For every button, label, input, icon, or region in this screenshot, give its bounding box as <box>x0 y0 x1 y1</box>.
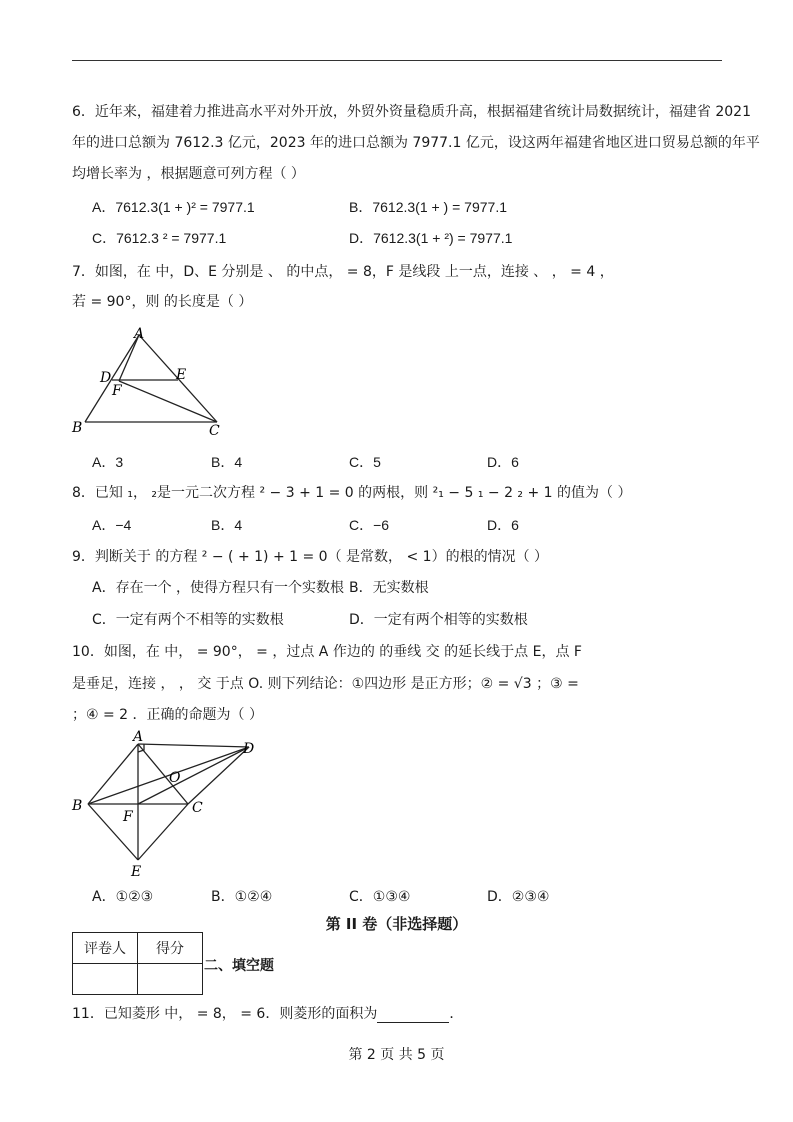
q7-segment-ab <box>85 335 139 422</box>
q10-segment-ce <box>138 804 188 860</box>
q7-label-c: C <box>209 423 220 439</box>
q10-label-c: C <box>192 800 203 816</box>
grader-cell <box>73 964 138 995</box>
q7-option-c: C．5 <box>349 454 381 470</box>
q8-option-c: C．−6 <box>349 517 390 533</box>
q7-label-e: E <box>176 367 187 383</box>
q10-option-d: D．②③④ <box>487 889 550 905</box>
q9-stem: 9．判断关于 的方程 ² − ( + 1) + 1 = 0（ 是常数， < 1）的根的情况（ ） <box>72 549 549 565</box>
q10-label-a: A <box>133 729 144 745</box>
header-rule <box>72 60 722 61</box>
q10-stem-line2: 是垂足，连接 ， ， 交 于点 O. 则下列结论：①四边形 是正方形；② = √3 ；③ = <box>72 676 579 692</box>
q6-option-c: C．7612.3 ² = 7977.1 <box>92 230 227 246</box>
page-footer: 第 2 页 共 5 页 <box>348 1047 445 1063</box>
score-cell <box>138 964 203 995</box>
q10-label-b: B <box>72 798 83 814</box>
q9-option-b: B．无实数根 <box>349 580 429 596</box>
q10-segment-fd <box>138 747 249 804</box>
q10-option-a: A．①②③ <box>92 889 154 905</box>
q11-stem <box>72 1005 463 1023</box>
q7-segment-fc <box>119 381 217 422</box>
q10-square-figure <box>66 730 266 880</box>
q8-option-a: A．−4 <box>92 517 132 533</box>
q11-stem-text: 11．已知菱形 中， = 8， = 6．则菱形的面积为 <box>72 1006 378 1022</box>
q10-segment-ac <box>138 744 188 804</box>
q6-option-d: D．7612.3(1 + ²) = 7977.1 <box>349 230 513 246</box>
q6-option-a: A．7612.3(1 + )² = 7977.1 <box>92 199 255 215</box>
q6-stem-line2: 年的进口总额为 7612.3 亿元，2023 年的进口总额为 7977.1 亿元，设这两年福建省地区进口贸易总额的年平 <box>72 135 760 151</box>
q10-segment-ad <box>138 744 249 747</box>
q10-segment-cd <box>188 747 249 804</box>
q8-stem: 8．已知 ₁， ₂是一元二次方程 ² − 3 + 1 = 0 的两根，则 ²₁ − 5 ₁ − 2 ₂ + 1 的值为（ ） <box>72 485 632 501</box>
q7-option-b: B．4 <box>211 454 243 470</box>
score-label: 得分 <box>138 933 203 964</box>
q6-option-b: B．7612.3(1 + ) = 7977.1 <box>349 199 507 215</box>
q9-option-d: D．一定有两个相等的实数根 <box>349 612 528 628</box>
q6-stem-line3: 均增长率为 ，根据题意可列方程（ ） <box>72 166 305 182</box>
q9-option-a: A．存在一个 ，使得方程只有一个实数根 <box>92 580 345 596</box>
q10-stem-line3: ；④ = 2 ．正确的命题为（ ） <box>72 707 263 723</box>
q11-answer-blank[interactable] <box>377 1008 449 1023</box>
q7-label-d: D <box>100 370 112 386</box>
q10-label-e: E <box>131 864 142 880</box>
grader-table <box>72 932 203 995</box>
q7-triangle-figure <box>68 324 228 439</box>
q7-option-a: A．3 <box>92 454 124 470</box>
q10-stem-line1: 10．如图，在 中， = 90°， = ，过点 A 作边的 的垂线 交 的延长线于点 E，点 F <box>72 644 582 660</box>
q7-stem-line1: 7．如图，在 中，D、E 分别是 、 的中点， = 8，F 是线段 上一点，连接 、 ， = 4 ， <box>72 264 614 280</box>
q10-option-c: C．①③④ <box>349 889 411 905</box>
part-title: 二、填空题 <box>204 958 274 974</box>
q7-label-a: A <box>134 326 145 342</box>
q7-label-b: B <box>72 420 83 436</box>
q10-label-f: F <box>123 809 133 825</box>
q10-label-d: D <box>243 741 255 757</box>
q10-label-o: O <box>169 770 181 786</box>
q8-option-b: B．4 <box>211 517 243 533</box>
q7-label-f: F <box>112 383 122 399</box>
q11-stem-end: ． <box>449 1006 464 1022</box>
q9-option-c: C．一定有两个不相等的实数根 <box>92 612 284 628</box>
q10-option-b: B．①②④ <box>211 889 273 905</box>
q6-stem-line1: 6．近年来，福建着力推进高水平对外开放，外贸外资量稳质升高，根据福建省统计局数据统计，福建省 2021 <box>72 104 751 120</box>
q8-option-d: D．6 <box>487 517 519 533</box>
q7-stem-line2: 若 = 90°，则 的长度是（ ） <box>72 294 253 310</box>
q7-option-d: D．6 <box>487 454 519 470</box>
grader-label: 评卷人 <box>73 933 138 964</box>
section-title: 第 II 卷（非选择题） <box>325 915 468 933</box>
